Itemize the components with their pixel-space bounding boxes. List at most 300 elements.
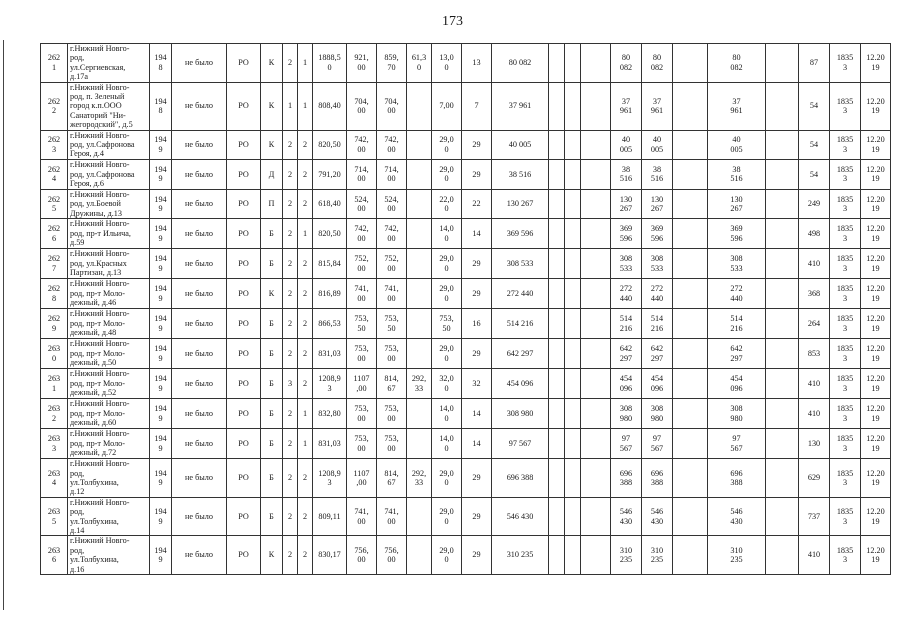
program-cost-cell: 38 516 <box>708 159 766 189</box>
empty-cell <box>766 399 799 429</box>
floors-cell: 3 <box>283 369 298 399</box>
residents-cell: 14 <box>462 219 492 249</box>
owner-cost-cell: 546 430 <box>642 497 673 536</box>
nonliving-area-cell: 29,0 0 <box>432 279 462 309</box>
limit-cell: 1835 3 <box>830 189 861 218</box>
nonliving-area-cell: 29,0 0 <box>432 130 462 159</box>
fund-cost-cell: 80 082 <box>611 44 642 83</box>
row-number: 262 4 <box>41 159 68 189</box>
fund-cost-cell: 308 533 <box>611 249 642 279</box>
deadline-cell: 12.20 19 <box>861 279 891 309</box>
material-cell: Б <box>261 459 283 498</box>
address-cell: г.Нижний Новго- род, ул.Сафронова Героя, д.6 <box>68 159 150 189</box>
living-area-cell: 753, 00 <box>347 429 377 459</box>
residents-cell: 29 <box>462 536 492 575</box>
fund-cost-cell: 272 440 <box>611 279 642 309</box>
region-cell: РО <box>227 219 261 249</box>
region-cell: РО <box>227 536 261 575</box>
program-cost-cell: 546 430 <box>708 497 766 536</box>
unit-cost-cell: 87 <box>799 44 830 83</box>
empty-cell <box>581 159 611 189</box>
empty-cell <box>673 219 708 249</box>
row-number: 263 4 <box>41 459 68 498</box>
region-cell: РО <box>227 459 261 498</box>
material-cell: К <box>261 279 283 309</box>
empty-cell <box>673 130 708 159</box>
limit-cell: 1835 3 <box>830 497 861 536</box>
floors-cell: 2 <box>283 44 298 83</box>
empty-cell <box>549 279 565 309</box>
page-number: 173 <box>442 14 463 29</box>
private-area-cell: 756, 00 <box>377 536 407 575</box>
private-area-cell: 814, 67 <box>377 459 407 498</box>
deadline-cell: 12.20 19 <box>861 189 891 218</box>
municipal-area-cell <box>407 339 432 369</box>
deadline-cell: 12.20 19 <box>861 536 891 575</box>
build-year-cell: 194 9 <box>150 536 172 575</box>
total-area-cell: 830,17 <box>313 536 347 575</box>
empty-cell <box>673 82 708 130</box>
empty-cell <box>565 130 581 159</box>
residents-cell: 14 <box>462 429 492 459</box>
private-area-cell: 742, 00 <box>377 130 407 159</box>
empty-cell <box>766 189 799 218</box>
private-area-cell: 753, 00 <box>377 399 407 429</box>
private-area-cell: 753, 50 <box>377 309 407 339</box>
deadline-cell: 12.20 19 <box>861 399 891 429</box>
empty-cell <box>766 44 799 83</box>
status-cell: не было <box>172 497 227 536</box>
living-area-cell: 714, 00 <box>347 159 377 189</box>
address-cell: г.Нижний Новго- род, ул.Красных Партизан, д.13 <box>68 249 150 279</box>
owner-cost-cell: 130 267 <box>642 189 673 218</box>
program-cost-cell: 308 980 <box>708 399 766 429</box>
fund-cost-cell: 369 596 <box>611 219 642 249</box>
program-cost-cell: 40 005 <box>708 130 766 159</box>
entrances-cell: 2 <box>298 309 313 339</box>
build-year-cell: 194 9 <box>150 459 172 498</box>
residents-cell: 13 <box>462 44 492 83</box>
private-area-cell: 859, 70 <box>377 44 407 83</box>
fund-cost-cell: 310 235 <box>611 536 642 575</box>
owner-cost-cell: 642 297 <box>642 339 673 369</box>
table-row <box>41 399 891 429</box>
entrances-cell: 2 <box>298 159 313 189</box>
deadline-cell: 12.20 19 <box>861 130 891 159</box>
empty-cell <box>766 219 799 249</box>
municipal-area-cell <box>407 130 432 159</box>
address-cell: г.Нижний Новго- род, ул.Сергиевская, д.17а <box>68 44 150 83</box>
empty-cell <box>549 536 565 575</box>
total-area-cell: 1208,9 3 <box>313 459 347 498</box>
residents-cell: 29 <box>462 249 492 279</box>
unit-cost-cell: 54 <box>799 159 830 189</box>
entrances-cell: 2 <box>298 189 313 218</box>
total-cost-cell: 308 980 <box>492 399 549 429</box>
address-cell: г.Нижний Новго- род, ул.Толбухина, д.12 <box>68 459 150 498</box>
owner-cost-cell: 37 961 <box>642 82 673 130</box>
material-cell: Б <box>261 399 283 429</box>
owner-cost-cell: 696 388 <box>642 459 673 498</box>
empty-cell <box>549 130 565 159</box>
nonliving-area-cell: 29,0 0 <box>432 249 462 279</box>
address-cell: г.Нижний Новго- род, ул.Сафронова Героя, д.4 <box>68 130 150 159</box>
unit-cost-cell: 498 <box>799 219 830 249</box>
fund-cost-cell: 37 961 <box>611 82 642 130</box>
region-cell: РО <box>227 369 261 399</box>
region-cell: РО <box>227 309 261 339</box>
residents-cell: 32 <box>462 369 492 399</box>
floors-cell: 2 <box>283 279 298 309</box>
nonliving-area-cell: 29,0 0 <box>432 159 462 189</box>
entrances-cell: 2 <box>298 279 313 309</box>
fund-cost-cell: 546 430 <box>611 497 642 536</box>
living-area-cell: 742, 00 <box>347 130 377 159</box>
owner-cost-cell: 308 533 <box>642 249 673 279</box>
residents-cell: 29 <box>462 459 492 498</box>
empty-cell <box>565 429 581 459</box>
municipal-area-cell <box>407 279 432 309</box>
unit-cost-cell: 249 <box>799 189 830 218</box>
empty-cell <box>766 339 799 369</box>
limit-cell: 1835 3 <box>830 339 861 369</box>
limit-cell: 1835 3 <box>830 249 861 279</box>
entrances-cell: 1 <box>298 399 313 429</box>
region-cell: РО <box>227 159 261 189</box>
private-area-cell: 742, 00 <box>377 219 407 249</box>
municipal-area-cell: 292, 33 <box>407 369 432 399</box>
program-cost-cell: 514 216 <box>708 309 766 339</box>
program-cost-cell: 454 096 <box>708 369 766 399</box>
empty-cell <box>581 309 611 339</box>
total-cost-cell: 642 297 <box>492 339 549 369</box>
empty-cell <box>565 369 581 399</box>
row-number: 262 9 <box>41 309 68 339</box>
total-area-cell: 791,20 <box>313 159 347 189</box>
total-cost-cell: 454 096 <box>492 369 549 399</box>
region-cell: РО <box>227 44 261 83</box>
empty-cell <box>581 249 611 279</box>
total-area-cell: 815,84 <box>313 249 347 279</box>
deadline-cell: 12.20 19 <box>861 429 891 459</box>
fund-cost-cell: 38 516 <box>611 159 642 189</box>
private-area-cell: 814, 67 <box>377 369 407 399</box>
build-year-cell: 194 9 <box>150 497 172 536</box>
program-cost-cell: 272 440 <box>708 279 766 309</box>
municipal-area-cell: 292, 33 <box>407 459 432 498</box>
total-cost-cell: 696 388 <box>492 459 549 498</box>
municipal-area-cell: 61,3 0 <box>407 44 432 83</box>
total-area-cell: 820,50 <box>313 219 347 249</box>
municipal-area-cell <box>407 189 432 218</box>
table-row <box>41 189 891 218</box>
unit-cost-cell: 130 <box>799 429 830 459</box>
empty-cell <box>581 130 611 159</box>
nonliving-area-cell: 32,0 0 <box>432 369 462 399</box>
empty-cell <box>673 497 708 536</box>
total-area-cell: 831,03 <box>313 429 347 459</box>
total-cost-cell: 37 961 <box>492 82 549 130</box>
empty-cell <box>549 82 565 130</box>
empty-cell <box>766 309 799 339</box>
empty-cell <box>581 44 611 83</box>
nonliving-area-cell: 14,0 0 <box>432 219 462 249</box>
empty-cell <box>581 399 611 429</box>
residents-cell: 16 <box>462 309 492 339</box>
deadline-cell: 12.20 19 <box>861 249 891 279</box>
nonliving-area-cell: 14,0 0 <box>432 399 462 429</box>
build-year-cell: 194 8 <box>150 44 172 83</box>
empty-cell <box>565 159 581 189</box>
empty-cell <box>673 159 708 189</box>
deadline-cell: 12.20 19 <box>861 219 891 249</box>
limit-cell: 1835 3 <box>830 399 861 429</box>
residents-cell: 7 <box>462 82 492 130</box>
total-area-cell: 1888,5 0 <box>313 44 347 83</box>
row-number: 263 5 <box>41 497 68 536</box>
deadline-cell: 12.20 19 <box>861 82 891 130</box>
address-cell: г.Нижний Новго- род, пр-т Моло- дежный, д.48 <box>68 309 150 339</box>
total-area-cell: 816,89 <box>313 279 347 309</box>
build-year-cell: 194 9 <box>150 369 172 399</box>
table-row <box>41 497 891 536</box>
deadline-cell: 12.20 19 <box>861 44 891 83</box>
total-cost-cell: 80 082 <box>492 44 549 83</box>
total-area-cell: 809,11 <box>313 497 347 536</box>
status-cell: не было <box>172 369 227 399</box>
deadline-cell: 12.20 19 <box>861 459 891 498</box>
total-cost-cell: 308 533 <box>492 249 549 279</box>
limit-cell: 1835 3 <box>830 82 861 130</box>
living-area-cell: 753, 00 <box>347 399 377 429</box>
row-number: 262 8 <box>41 279 68 309</box>
program-cost-cell: 369 596 <box>708 219 766 249</box>
living-area-cell: 524, 00 <box>347 189 377 218</box>
region-cell: РО <box>227 399 261 429</box>
row-number: 263 2 <box>41 399 68 429</box>
deadline-cell: 12.20 19 <box>861 369 891 399</box>
status-cell: не было <box>172 309 227 339</box>
nonliving-area-cell: 753, 50 <box>432 309 462 339</box>
program-cost-cell: 130 267 <box>708 189 766 218</box>
empty-cell <box>581 82 611 130</box>
residents-cell: 22 <box>462 189 492 218</box>
total-area-cell: 808,40 <box>313 82 347 130</box>
residents-cell: 14 <box>462 399 492 429</box>
program-cost-cell: 642 297 <box>708 339 766 369</box>
row-number: 263 6 <box>41 536 68 575</box>
empty-cell <box>673 369 708 399</box>
row-number: 262 6 <box>41 219 68 249</box>
empty-cell <box>565 44 581 83</box>
empty-cell <box>766 459 799 498</box>
empty-cell <box>549 399 565 429</box>
empty-cell <box>549 309 565 339</box>
living-area-cell: 1107 ,00 <box>347 459 377 498</box>
region-cell: РО <box>227 130 261 159</box>
municipal-area-cell <box>407 219 432 249</box>
living-area-cell: 921, 00 <box>347 44 377 83</box>
empty-cell <box>549 459 565 498</box>
build-year-cell: 194 9 <box>150 399 172 429</box>
owner-cost-cell: 310 235 <box>642 536 673 575</box>
empty-cell <box>565 497 581 536</box>
address-cell: г.Нижний Новго- род, пр-т Моло- дежный, д.46 <box>68 279 150 309</box>
material-cell: Д <box>261 159 283 189</box>
residents-cell: 29 <box>462 159 492 189</box>
empty-cell <box>581 339 611 369</box>
empty-cell <box>549 339 565 369</box>
total-cost-cell: 97 567 <box>492 429 549 459</box>
entrances-cell: 2 <box>298 536 313 575</box>
region-cell: РО <box>227 249 261 279</box>
unit-cost-cell: 368 <box>799 279 830 309</box>
empty-cell <box>766 279 799 309</box>
status-cell: не было <box>172 82 227 130</box>
total-area-cell: 866,53 <box>313 309 347 339</box>
owner-cost-cell: 454 096 <box>642 369 673 399</box>
empty-cell <box>581 189 611 218</box>
nonliving-area-cell: 22,0 0 <box>432 189 462 218</box>
row-number: 262 2 <box>41 82 68 130</box>
empty-cell <box>673 189 708 218</box>
build-year-cell: 194 9 <box>150 279 172 309</box>
limit-cell: 1835 3 <box>830 309 861 339</box>
floors-cell: 2 <box>283 536 298 575</box>
floors-cell: 2 <box>283 189 298 218</box>
limit-cell: 1835 3 <box>830 159 861 189</box>
empty-cell <box>581 459 611 498</box>
private-area-cell: 704, 00 <box>377 82 407 130</box>
empty-cell <box>673 399 708 429</box>
floors-cell: 2 <box>283 459 298 498</box>
owner-cost-cell: 97 567 <box>642 429 673 459</box>
material-cell: К <box>261 536 283 575</box>
living-area-cell: 1107 ,00 <box>347 369 377 399</box>
nonliving-area-cell: 13,0 0 <box>432 44 462 83</box>
material-cell: Б <box>261 429 283 459</box>
status-cell: не было <box>172 249 227 279</box>
deadline-cell: 12.20 19 <box>861 497 891 536</box>
empty-cell <box>766 369 799 399</box>
address-cell: г.Нижний Новго- род, пр-т Ильича, д.59 <box>68 219 150 249</box>
owner-cost-cell: 308 980 <box>642 399 673 429</box>
limit-cell: 1835 3 <box>830 219 861 249</box>
material-cell: К <box>261 44 283 83</box>
owner-cost-cell: 514 216 <box>642 309 673 339</box>
table-row <box>41 159 891 189</box>
nonliving-area-cell: 14,0 0 <box>432 429 462 459</box>
municipal-area-cell <box>407 497 432 536</box>
table-row <box>41 459 891 498</box>
empty-cell <box>565 459 581 498</box>
material-cell: Б <box>261 497 283 536</box>
table-row <box>41 339 891 369</box>
empty-cell <box>766 130 799 159</box>
region-cell: РО <box>227 429 261 459</box>
status-cell: не было <box>172 279 227 309</box>
build-year-cell: 194 9 <box>150 189 172 218</box>
total-area-cell: 618,40 <box>313 189 347 218</box>
unit-cost-cell: 410 <box>799 399 830 429</box>
fund-cost-cell: 696 388 <box>611 459 642 498</box>
material-cell: Б <box>261 369 283 399</box>
living-area-cell: 753, 50 <box>347 309 377 339</box>
empty-cell <box>673 459 708 498</box>
municipal-area-cell <box>407 429 432 459</box>
row-number: 262 5 <box>41 189 68 218</box>
municipal-area-cell <box>407 536 432 575</box>
empty-cell <box>549 497 565 536</box>
program-cost-cell: 696 388 <box>708 459 766 498</box>
limit-cell: 1835 3 <box>830 44 861 83</box>
register-body <box>41 44 891 575</box>
table-row <box>41 536 891 575</box>
living-area-cell: 753, 00 <box>347 339 377 369</box>
status-cell: не было <box>172 159 227 189</box>
floors-cell: 2 <box>283 399 298 429</box>
nonliving-area-cell: 29,0 0 <box>432 536 462 575</box>
region-cell: РО <box>227 279 261 309</box>
fund-cost-cell: 642 297 <box>611 339 642 369</box>
row-number: 262 1 <box>41 44 68 83</box>
empty-cell <box>766 159 799 189</box>
table-row <box>41 309 891 339</box>
owner-cost-cell: 80 082 <box>642 44 673 83</box>
row-number: 263 0 <box>41 339 68 369</box>
unit-cost-cell: 737 <box>799 497 830 536</box>
row-number: 262 3 <box>41 130 68 159</box>
material-cell: К <box>261 82 283 130</box>
limit-cell: 1835 3 <box>830 429 861 459</box>
empty-cell <box>565 339 581 369</box>
limit-cell: 1835 3 <box>830 130 861 159</box>
row-number: 262 7 <box>41 249 68 279</box>
empty-cell <box>549 219 565 249</box>
nonliving-area-cell: 29,0 0 <box>432 459 462 498</box>
private-area-cell: 752, 00 <box>377 249 407 279</box>
address-cell: г.Нижний Новго- род, пр-т Моло- дежный, д.60 <box>68 399 150 429</box>
unit-cost-cell: 54 <box>799 82 830 130</box>
total-area-cell: 1208,9 3 <box>313 369 347 399</box>
status-cell: не было <box>172 219 227 249</box>
empty-cell <box>673 429 708 459</box>
region-cell: РО <box>227 82 261 130</box>
unit-cost-cell: 629 <box>799 459 830 498</box>
living-area-cell: 704, 00 <box>347 82 377 130</box>
table-row <box>41 44 891 83</box>
material-cell: Б <box>261 339 283 369</box>
program-cost-cell: 80 082 <box>708 44 766 83</box>
empty-cell <box>549 159 565 189</box>
fund-cost-cell: 97 567 <box>611 429 642 459</box>
empty-cell <box>549 249 565 279</box>
status-cell: не было <box>172 399 227 429</box>
empty-cell <box>673 339 708 369</box>
entrances-cell: 1 <box>298 82 313 130</box>
private-area-cell: 524, 00 <box>377 189 407 218</box>
table-row <box>41 219 891 249</box>
entrances-cell: 2 <box>298 130 313 159</box>
empty-cell <box>565 309 581 339</box>
unit-cost-cell: 264 <box>799 309 830 339</box>
entrances-cell: 2 <box>298 369 313 399</box>
empty-cell <box>673 279 708 309</box>
empty-cell <box>565 536 581 575</box>
binding-rule <box>3 40 4 610</box>
floors-cell: 2 <box>283 429 298 459</box>
limit-cell: 1835 3 <box>830 459 861 498</box>
